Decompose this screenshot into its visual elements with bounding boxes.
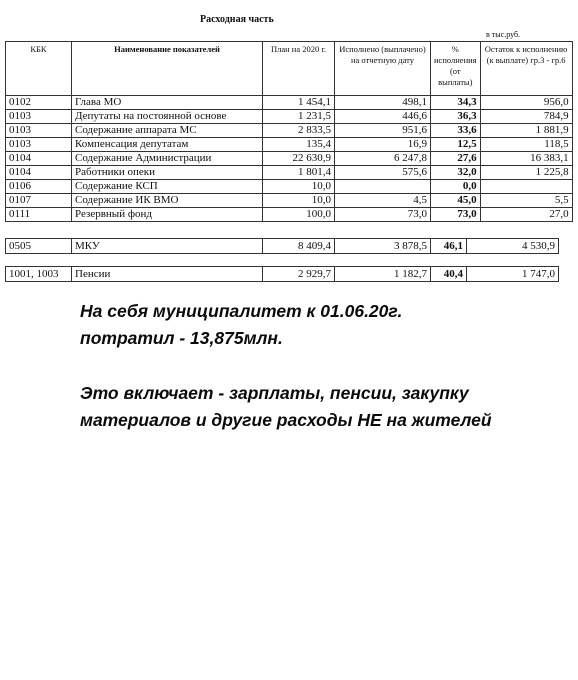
expense-table (5, 41, 573, 222)
table-row (6, 96, 573, 110)
row-done: 575,6 (335, 166, 431, 180)
table-row (6, 124, 573, 138)
table-row (6, 208, 573, 222)
header-plan: План на 2020 г. (263, 42, 335, 96)
row-pct: 34,3 (431, 96, 481, 110)
row-rest (480, 180, 572, 194)
row-name: Депутаты на постоянной основе (72, 110, 263, 124)
pensions-plan: 2 929,7 (263, 267, 335, 282)
table-row (6, 194, 573, 208)
row-name: Содержание ИК ВМО (72, 194, 263, 208)
header-kbk: КБК (6, 42, 72, 96)
section-title: Расходная часть (200, 14, 274, 25)
table-row (6, 110, 573, 124)
mku-name: МКУ (72, 239, 263, 254)
row-name: Содержание КСП (72, 180, 263, 194)
row-pct: 36,3 (431, 110, 481, 124)
row-pct: 32,0 (431, 166, 481, 180)
mku-rest: 4 530,9 (467, 239, 559, 254)
table-row (6, 138, 573, 152)
row-done: 4,5 (335, 194, 431, 208)
spending-note: На себя муниципалитет к 01.06.20г. потратил - 13,875млн. (80, 301, 403, 348)
mku-kbk: 0505 (6, 239, 72, 254)
row-plan: 10,0 (263, 194, 335, 208)
header-done: Исполнено (выплачено) на отчетную дату (335, 42, 431, 96)
row-rest: 27,0 (480, 208, 572, 222)
table-row (6, 180, 573, 194)
row-name: Работники опеки (72, 166, 263, 180)
units-label: в тыс.руб. (486, 30, 521, 39)
row-pct: 12,5 (431, 138, 481, 152)
row-done: 446,6 (335, 110, 431, 124)
row-kbk: 0111 (6, 208, 72, 222)
pensions-table (5, 266, 559, 282)
table-row (6, 166, 573, 180)
explanation-note: Это включает - зарплаты, пенсии, закупку материалов и другие расходы НЕ на жителей (80, 383, 492, 430)
row-plan: 10,0 (263, 180, 335, 194)
header-name: Наименование показателей (72, 42, 263, 96)
row-rest: 1 881,9 (480, 124, 572, 138)
table-header-row (6, 42, 573, 96)
table-row (6, 152, 573, 166)
row-pct: 0,0 (431, 180, 481, 194)
row-rest: 118,5 (480, 138, 572, 152)
table-row (6, 239, 559, 254)
row-kbk: 0103 (6, 110, 72, 124)
row-pct: 27,6 (431, 152, 481, 166)
pensions-name: Пенсии (72, 267, 263, 282)
row-name: Содержание Администрации (72, 152, 263, 166)
row-rest: 784,9 (480, 110, 572, 124)
row-done (335, 180, 431, 194)
pensions-done: 1 182,7 (335, 267, 431, 282)
pensions-pct: 40,4 (431, 267, 467, 282)
row-pct: 45,0 (431, 194, 481, 208)
row-plan: 2 833,5 (263, 124, 335, 138)
row-name: Содержание аппарата МС (72, 124, 263, 138)
row-kbk: 0102 (6, 96, 72, 110)
table-row (6, 267, 559, 282)
row-plan: 1 801,4 (263, 166, 335, 180)
mku-done: 3 878,5 (335, 239, 431, 254)
row-plan: 1 454,1 (263, 96, 335, 110)
row-pct: 33,6 (431, 124, 481, 138)
row-kbk: 0104 (6, 152, 72, 166)
row-done: 16,9 (335, 138, 431, 152)
row-plan: 1 231,5 (263, 110, 335, 124)
row-rest: 1 225,8 (480, 166, 572, 180)
row-plan: 135,4 (263, 138, 335, 152)
row-done: 498,1 (335, 96, 431, 110)
row-rest: 16 383,1 (480, 152, 572, 166)
row-name: Резервный фонд (72, 208, 263, 222)
row-done: 951,6 (335, 124, 431, 138)
row-name: Глава МО (72, 96, 263, 110)
row-kbk: 0106 (6, 180, 72, 194)
row-rest: 5,5 (480, 194, 572, 208)
row-kbk: 0103 (6, 138, 72, 152)
pensions-rest: 1 747,0 (467, 267, 559, 282)
row-plan: 100,0 (263, 208, 335, 222)
row-plan: 22 630,9 (263, 152, 335, 166)
mku-plan: 8 409,4 (263, 239, 335, 254)
row-kbk: 0107 (6, 194, 72, 208)
row-name: Компенсация депутатам (72, 138, 263, 152)
row-kbk: 0103 (6, 124, 72, 138)
row-done: 6 247,8 (335, 152, 431, 166)
pensions-kbk: 1001, 1003 (6, 267, 72, 282)
row-kbk: 0104 (6, 166, 72, 180)
row-rest: 956,0 (480, 96, 572, 110)
mku-pct: 46,1 (431, 239, 467, 254)
row-pct: 73,0 (431, 208, 481, 222)
mku-table (5, 238, 559, 254)
header-rest: Остаток к исполнению (к выплате) гр.3 - гр.6 (480, 42, 572, 96)
header-pct: % исполнения (от выплаты) (431, 42, 481, 96)
row-done: 73,0 (335, 208, 431, 222)
